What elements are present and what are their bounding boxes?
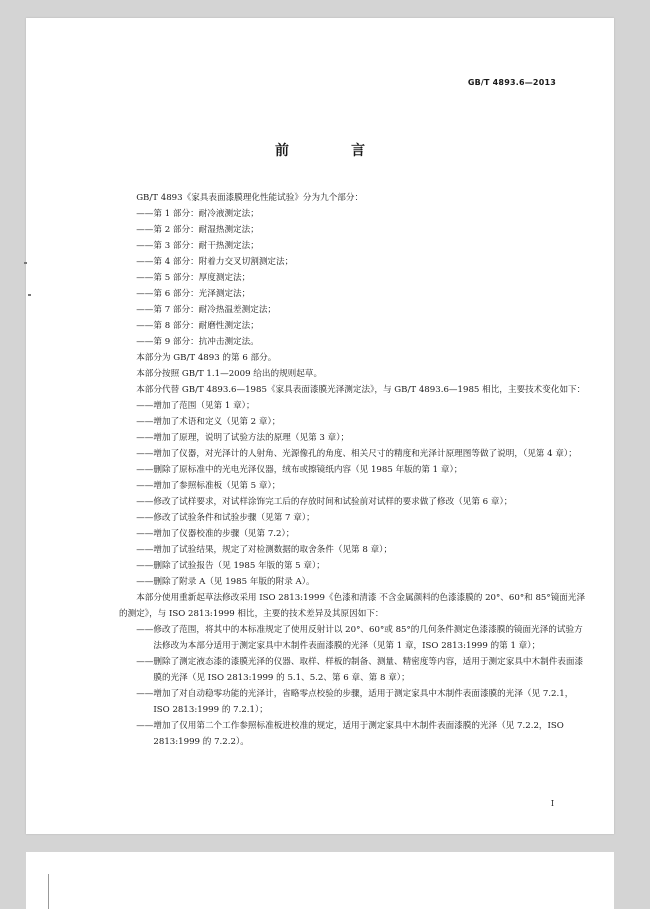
list-item: ——第 6 部分：光泽测定法；: [136, 289, 251, 299]
document-page: [26, 18, 614, 834]
list-item: ——修改了试验条件和试验步骤（见第 7 章）；: [136, 513, 315, 523]
body-paragraph: 本部分为 GB/T 4893 的第 6 部分。: [136, 353, 277, 363]
list-item: ——第 4 部分：附着力交叉切割测定法；: [136, 257, 294, 267]
body-paragraph: GB/T 4893《家具表面漆膜理化性能试验》分为九个部分：: [136, 193, 364, 203]
list-item: ——第 9 部分：抗冲击测定法。: [136, 337, 259, 347]
list-item: ——修改了试样要求，对试样涂饰完工后的存放时间和试验前对试样的要求做了修改（见第 6 章）；: [136, 497, 513, 507]
list-item: ——增加了仪器校准的步骤（见第 7.2）；: [136, 529, 295, 539]
list-item: ——第 1 部分：耐冷液测定法；: [136, 209, 259, 219]
document-body: [119, 190, 587, 750]
list-item: ——增加了对自动稳零功能的光泽计，省略零点校验的步骤，适用于测定家具中木制件表面漆膜的光泽（见 7.2.1，ISO 2813:1999 的 7.2.1）；: [136, 689, 574, 715]
body-paragraph: 本部分按照 GB/T 1.1—2009 给出的规则起草。: [136, 369, 323, 379]
list-item: ——删除了附录 A（见 1985 年版的附录 A）。: [136, 577, 315, 587]
list-item: ——第 5 部分：厚度测定法；: [136, 273, 251, 283]
list-item: ——增加了原理，说明了试验方法的原理（见第 3 章）；: [136, 433, 350, 443]
list-item: ——增加了参照标准板（见第 5 章）；: [136, 481, 281, 491]
body-paragraph: 本部分代替 GB/T 4893.6—1985《家具表面漆膜光泽测定法》，与 GB/T 4893.6—1985 相比，主要技术变化如下：: [136, 385, 586, 395]
page-title: 前 言: [275, 143, 389, 159]
list-item: ——增加了仪器，对光泽计的人射角、光源像孔的角度、相关尺寸的精度和光泽计原理图等做了说明，（见第 4 章）；: [136, 449, 577, 459]
list-item: ——增加了术语和定义（见第 2 章）；: [136, 417, 281, 427]
standard-code: GB/T 4893.6—2013: [467, 78, 556, 87]
list-item: ——增加了仅用第二个工作参照标准板进校准的规定，适用于测定家具中木制件表面漆膜的光泽（见 7.2.2，ISO 2813:1999 的 7.2.2）。: [136, 721, 564, 747]
list-item: ——第 7 部分：耐冷热温差测定法；: [136, 305, 277, 315]
page-number: I: [550, 799, 554, 808]
list-item: ——删除了试验报告（见 1985 年版的第 5 章）；: [136, 561, 325, 571]
scan-mark: [24, 262, 27, 264]
list-item: ——删除了测定液态漆的漆膜光泽的仪器、取样、样板的制备、测量、精密度等内容，适用于测定家具中木制件表面漆膜的光泽（见 ISO 2813:1999 的 5.1、5.2、第 6 章、第 8 章）；: [136, 657, 584, 683]
list-item: ——增加了试验结果，规定了对检测数据的取舍条件（见第 8 章）；: [136, 545, 393, 555]
list-item: ——第 3 部分：耐干热测定法；: [136, 241, 259, 251]
list-item: ——增加了范围（见第 1 章）；: [136, 401, 255, 411]
list-item: ——修改了范围，将其中的本标准规定了使用反射计以 20°、60°或 85°的几何条件测定色漆漆膜的镜面光泽的试验方法修改为本部分适用于测定家具中木制件表面漆膜的光泽（见第 1 章，ISO 2813:1999 的第 1 章）；: [136, 625, 583, 651]
margin-line: [48, 874, 49, 909]
list-item: ——第 8 部分：耐磨性测定法；: [136, 321, 259, 331]
scan-mark: [28, 294, 31, 296]
body-paragraph: 本部分使用重新起草法修改采用 ISO 2813:1999《色漆和清漆 不含金属颜料的色漆漆膜的 20°、60°和 85°镜面光泽的测定》，与 ISO 2813:1999 相比，主要的技术差异及其原因如下：: [119, 593, 586, 619]
list-item: ——删除了原标准中的光电光泽仪器，绒布或擦镜纸内容（见 1985 年版的第 1 章）；: [136, 465, 463, 475]
list-item: ——第 2 部分：耐湿热测定法；: [136, 225, 259, 235]
next-page: [26, 852, 614, 909]
